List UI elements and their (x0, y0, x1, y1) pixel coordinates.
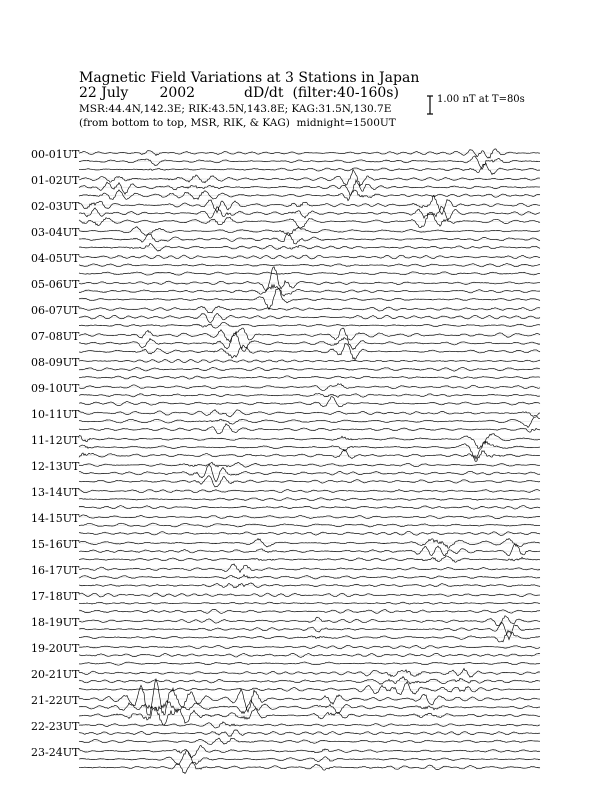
scale-label: 1.00 nT at T=80s (437, 94, 525, 105)
scale-bar (427, 96, 433, 114)
year: 2002 (159, 85, 196, 101)
trace-rik (79, 544, 540, 556)
trace-msr (79, 762, 540, 773)
trace-rik (79, 441, 540, 459)
row-label: 19-20UT (31, 642, 80, 655)
hour-row (79, 669, 540, 695)
row-label: 22-23UT (31, 720, 80, 733)
trace-kag (79, 410, 540, 417)
row-label: 11-12UT (31, 434, 80, 447)
row-label: 12-13UT (31, 460, 80, 473)
row-label: 13-14UT (31, 486, 80, 499)
date: 22 July (79, 85, 129, 101)
trace-msr (79, 662, 540, 665)
trace-rik (79, 751, 540, 765)
row-label: 06-07UT (31, 304, 80, 317)
hour-row (79, 564, 540, 588)
hour-row (79, 149, 540, 175)
trace-msr (79, 707, 540, 725)
trace-rik (79, 677, 540, 685)
row-label: 03-04UT (31, 226, 80, 239)
row-label: 04-05UT (31, 252, 80, 265)
row-label: 14-15UT (31, 512, 80, 525)
hour-row (79, 170, 540, 201)
hour-row (79, 489, 540, 509)
filter: (filter:40-160s) (292, 85, 399, 101)
trace-rik (79, 156, 540, 169)
row-label: 16-17UT (31, 564, 80, 577)
trace-rik (79, 393, 540, 397)
trace-msr (79, 424, 540, 434)
row-label: 18-19UT (31, 616, 80, 629)
trace-msr (79, 344, 540, 360)
row-label: 23-24UT (31, 746, 80, 759)
hour-row (79, 538, 540, 562)
trace-rik (79, 700, 540, 714)
trace-rik (79, 332, 540, 352)
row-label: 20-21UT (31, 668, 80, 681)
trace-msr (79, 682, 540, 694)
row-label: 08-09UT (31, 356, 80, 369)
hour-row (79, 328, 540, 360)
trace-kag (79, 679, 540, 715)
quantity: dD/dt (244, 85, 284, 101)
trace-kag (79, 616, 540, 626)
trace-kag (79, 434, 540, 449)
hour-row (79, 434, 540, 462)
trace-rik (79, 653, 540, 657)
trace-rik (79, 416, 540, 427)
row-label: 07-08UT (31, 330, 80, 343)
midnight-note: midnight=1500UT (296, 117, 396, 129)
hour-row (79, 679, 540, 725)
hour-row (79, 746, 540, 774)
trace-msr (79, 397, 540, 407)
row-label: 01-02UT (31, 174, 80, 187)
row-label: 15-16UT (31, 538, 80, 551)
trace-msr (79, 556, 540, 562)
trace-kag (79, 515, 540, 519)
trace-kag (79, 462, 540, 467)
row-label: 10-11UT (31, 408, 80, 421)
trace-kag (79, 267, 540, 291)
row-label: 00-01UT (31, 148, 80, 161)
row-label: 09-10UT (31, 382, 80, 395)
trace-rik (79, 285, 540, 296)
trace-rik (79, 464, 540, 482)
trace-rik (79, 233, 540, 245)
row-label: 05-06UT (31, 278, 80, 291)
chart-title: Magnetic Field Variations at 3 Stations in Japan (79, 70, 420, 86)
hour-row (79, 195, 540, 228)
hour-row (79, 410, 540, 434)
trace-kag (79, 538, 540, 548)
trace-msr (79, 164, 540, 175)
trace-rik (79, 313, 540, 322)
trace-rik (79, 180, 540, 195)
trace-msr (79, 214, 540, 228)
row-label: 02-03UT (31, 200, 80, 213)
trace-kag (79, 170, 540, 187)
hour-row (79, 616, 540, 642)
stations-line: MSR:44.4N,142.3E; RIK:43.5N,143.8E; KAG:31.5N,130.7E (79, 103, 392, 115)
row-label: 21-22UT (31, 694, 80, 707)
trace-kag (79, 564, 540, 572)
row-label: 17-18UT (31, 590, 80, 603)
trace-rik (79, 575, 540, 579)
traces (79, 149, 540, 774)
trace-kag (79, 306, 540, 313)
trace-msr (79, 630, 540, 641)
hour-row (79, 462, 540, 487)
order-note: (from bottom to top, MSR, RIK, & KAG) (79, 117, 290, 129)
trace-kag (79, 746, 540, 758)
trace-msr (79, 190, 540, 201)
gridlines (79, 153, 540, 767)
trace-kag (79, 149, 540, 158)
